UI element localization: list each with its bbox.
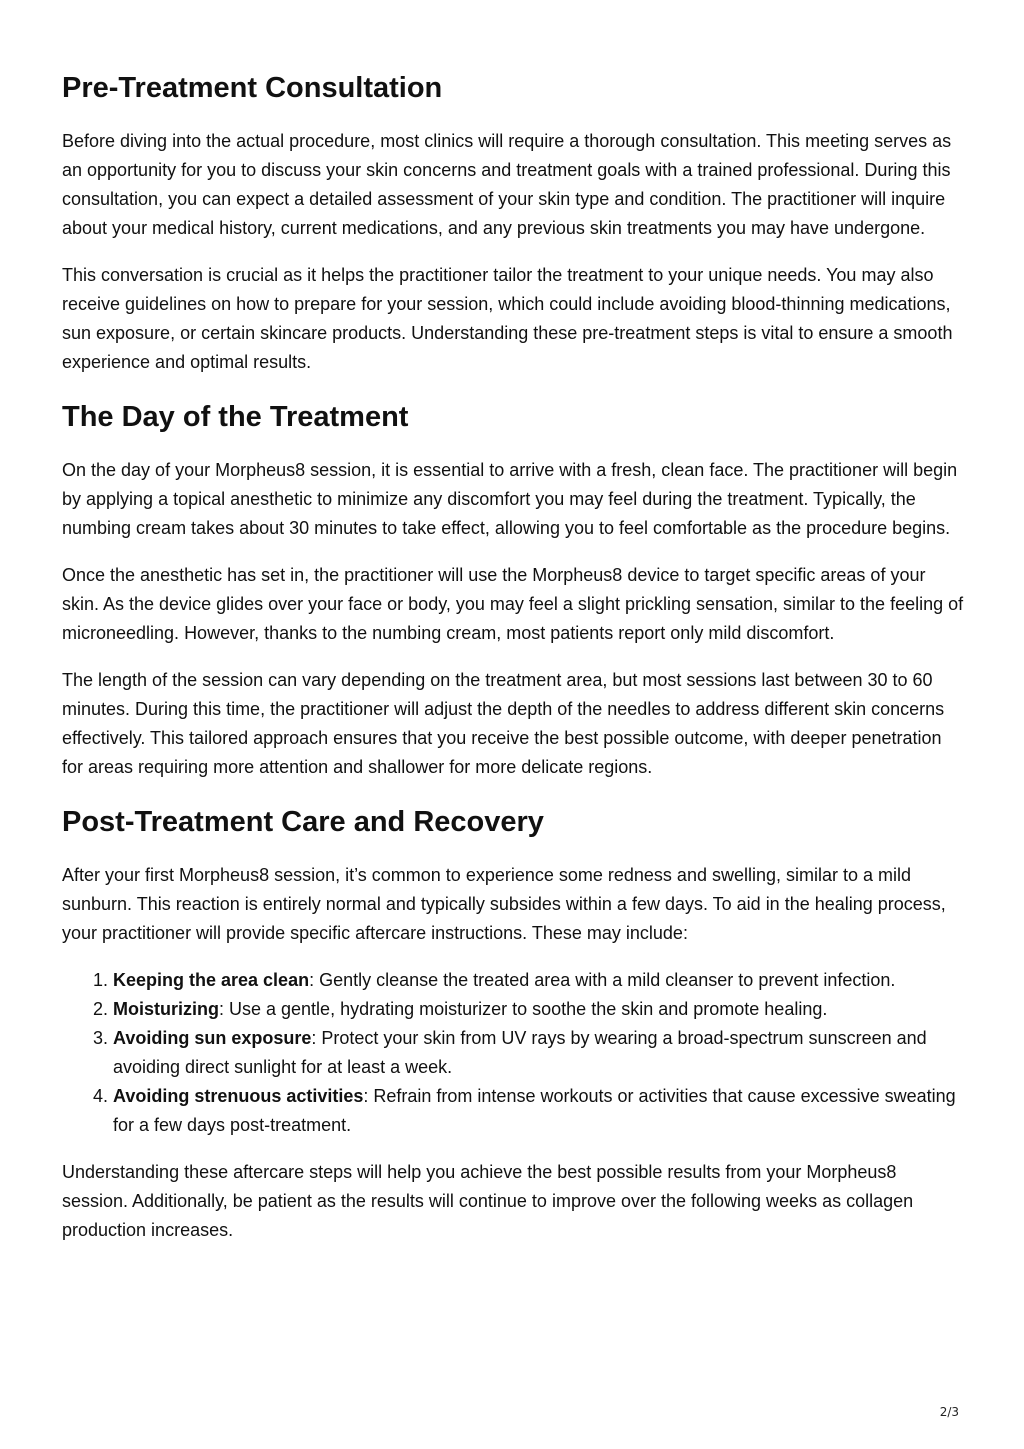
list-item-term: Avoiding strenuous activities [113,1086,364,1106]
paragraph: Before diving into the actual procedure, most clinics will require a thorough consultation. This meeting serves as an opportunity for you to discuss your skin concerns and treatment goals with a trained professional. During this consultation, you can expect a detailed assessment of your skin type and condition. The practitioner will inquire about your medical history, current medications, and any previous skin treatments you may have undergone. [62,131,952,238]
section-heading-day-of-treatment: The Day of the Treatment [62,401,409,433]
page-number: 2/3 [939,1405,959,1419]
list-item-text: : Protect your skin from UV rays by wearing a broad-spectrum sunscreen and avoiding direct sunlight for at least a week. [113,1028,927,1077]
section-heading-post-treatment: Post-Treatment Care and Recovery [62,806,544,838]
list-item [113,1024,967,1082]
list-item-term: Moisturizing [113,999,219,1019]
paragraph: Once the anesthetic has set in, the practitioner will use the Morpheus8 device to target specific areas of your skin. As the device glides over your face or body, you may feel a slight prickling sensation, similar to the feeling of microneedling. However, thanks to the numbing cream, most patients report only mild discomfort. [62,565,964,643]
paragraph: After your first Morpheus8 session, it’s common to experience some redness and swelling, similar to a mild sunburn. This reaction is entirely normal and typically subsides within a few days. To aid in the healing process, your practitioner will provide specific aftercare instructions. These may include: [62,865,946,943]
aftercare-list [62,966,967,1140]
section-heading-pre-treatment: Pre-Treatment Consultation [62,72,443,104]
paragraph: On the day of your Morpheus8 session, it is essential to arrive with a fresh, clean face. The practitioner will begin by applying a topical anesthetic to minimize any discomfort you may feel during the treatment. Typically, the numbing cream takes about 30 minutes to take effect, allowing you to feel comfortable as the procedure begins. [62,460,958,538]
list-item-text: : Refrain from intense workouts or activities that cause excessive sweating for a few days post-treatment. [113,1086,956,1135]
list-item-term: Avoiding sun exposure [113,1028,312,1048]
list-item [113,995,967,1024]
document-page [62,66,967,1263]
list-item-text: : Use a gentle, hydrating moisturizer to soothe the skin and promote healing. [219,999,828,1019]
list-item [113,966,967,995]
paragraph: Understanding these aftercare steps will help you achieve the best possible results from your Morpheus8 session. Additionally, be patient as the results will continue to improve over the following weeks as collagen production increases. [62,1162,914,1240]
paragraph: The length of the session can vary depending on the treatment area, but most sessions last between 30 to 60 minutes. During this time, the practitioner will adjust the depth of the needles to address different skin concerns effectively. This tailored approach ensures that you receive the best possible outcome, with deeper penetration for areas requiring more attention and shallower for more delicate regions. [62,670,945,777]
list-item-term: Keeping the area clean [113,970,310,990]
list-item [113,1082,967,1140]
list-item-text: : Gently cleanse the treated area with a mild cleanser to prevent infection. [309,970,896,990]
paragraph: This conversation is crucial as it helps the practitioner tailor the treatment to your unique needs. You may also receive guidelines on how to prepare for your session, which could include avoiding blood-thinning medications, sun exposure, or certain skincare products. Understanding these pre-treatment steps is vital to ensure a smooth experience and optimal results. [62,265,953,372]
